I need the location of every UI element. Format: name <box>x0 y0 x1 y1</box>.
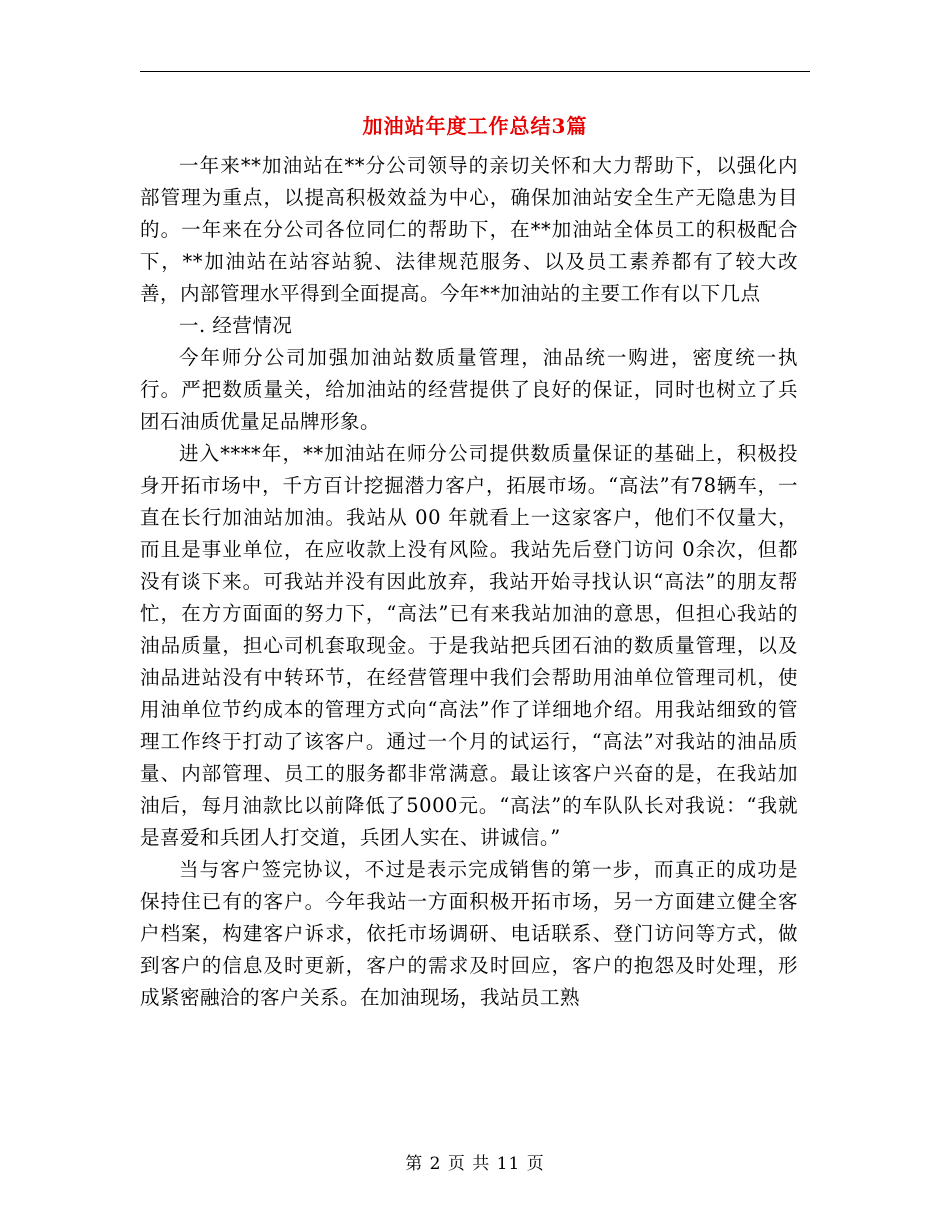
section-heading: 一. 经营情况 <box>179 314 293 337</box>
intro-paragraph: 一年来**加油站在**分公司领导的亲切关怀和大力帮助下，以强化内部管理为重点，以提高积极效益为中心，确保加油站安全生产无隐患为目的。一年来在分公司各位同仁的帮助下，在**加油站全体员工的积极配合下，**加油站在站容站貌、法律规范服务、以及员工素养都有了较大改善，内部管理水平得到全面提高。今年**加油站的主要工作有以下几点 <box>140 154 798 305</box>
body-paragraph: 当与客户签完协议，不过是表示完成销售的第一步，而真正的成功是保持住已有的客户。今年我站一方面积极开拓市场，另一方面建立健全客户档案，构建客户诉求，依托市场调研、电话联系、登门访问等方式，做到客户的信息及时更新，客户的需求及时回应，客户的抱怨及时处理，形成紧密融洽的客户关系。在加油现场，我站员工熟 <box>140 858 798 1009</box>
header-rule <box>140 71 810 72</box>
document-title: 加油站年度工作总结3篇 <box>362 114 588 138</box>
page-number: 第 2 页 共 11 页 <box>405 1154 545 1174</box>
body-paragraph: 进入****年，**加油站在师分公司提供数质量保证的基础上，积极投身开拓市场中，千方百计挖掘潜力客户，拓展市场。“高法”有78辆车，一直在长行加油站加油。我站从 00 年就看上一这家客户，他们不仅量大，而且是事业单位，在应收款上没有风险。我站先后登门访问 0余次，但都没有谈下来。可我站并没有因此放弃，我站开始寻找认识“高法”的朋友帮忙，在方方面面的努力下，“高法”已有来我站加油的意思，但担心我站的油品质量，担心司机套取现金。于是我站把兵团石油的数质量管理，以及油品进站没有中转环节，在经营管理中我们会帮助用油单位管理司机，使用油单位节约成本的管理方式向“高法”作了详细地介绍。用我站细致的管理工作终于打动了该客户。通过一个月的试运行，“高法”对我站的油品质量、内部管理、员工的服务都非常满意。最让该客户兴奋的是，在我站加油后，每月油款比以前降低了5000元。“高法”的车队队长对我说：“我就是喜爱和兵团人打交道，兵团人实在、讲诚信。” <box>140 442 798 849</box>
document-body <box>140 150 798 1014</box>
body-paragraph: 今年师分公司加强加油站数质量管理，油品统一购进，密度统一执行。严把数质量关，给加油站的经营提供了良好的保证，同时也树立了兵团石油质优量足品牌形象。 <box>140 346 798 433</box>
